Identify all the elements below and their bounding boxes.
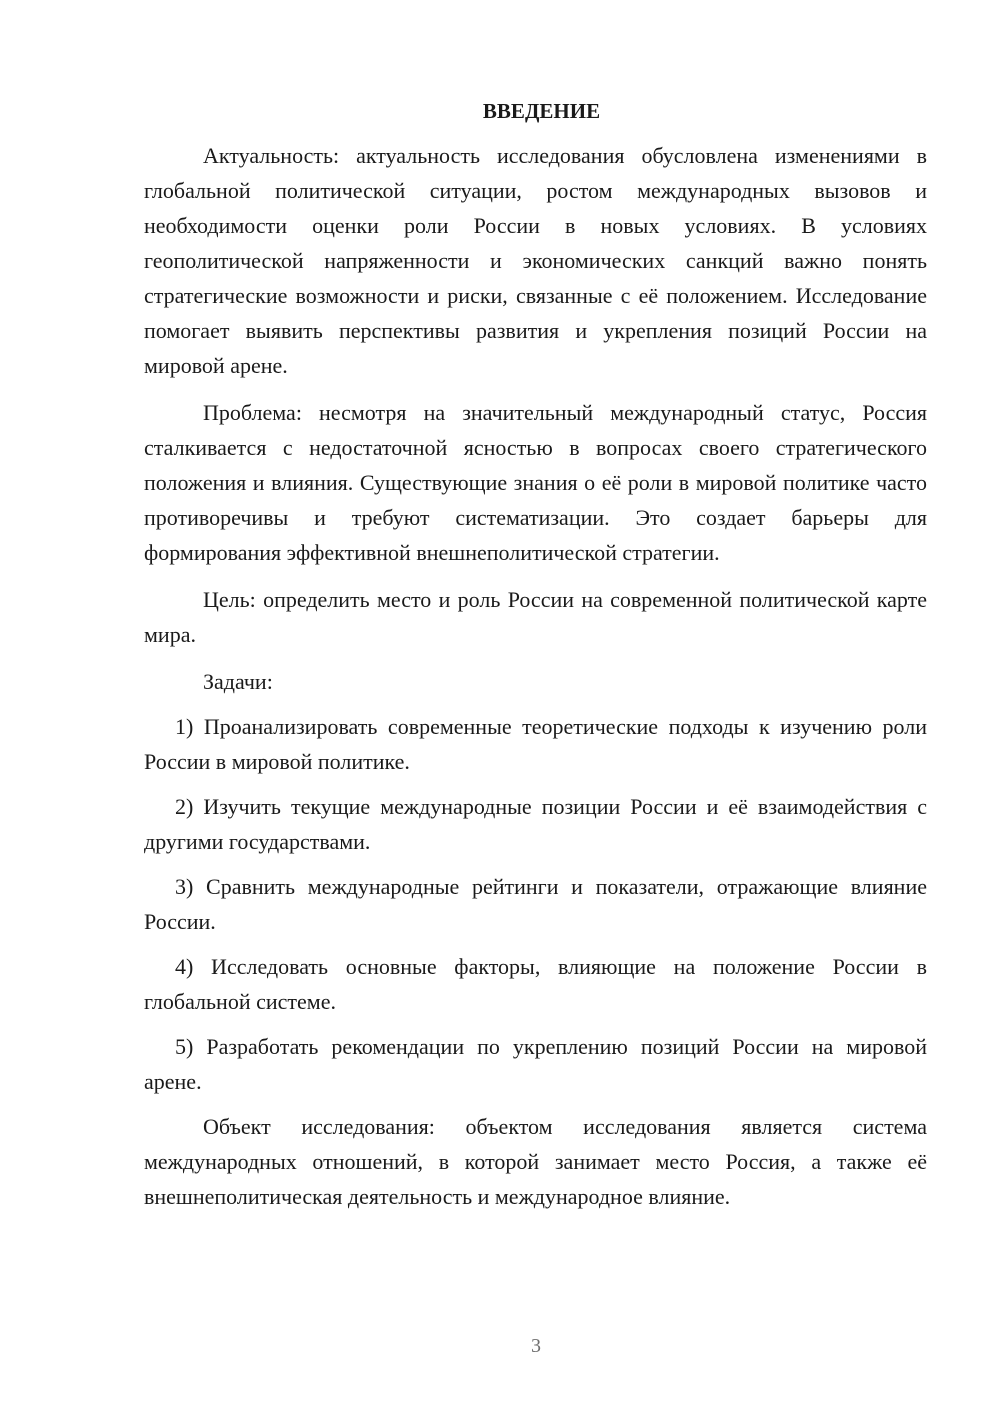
- page-number: 3: [531, 1335, 541, 1357]
- task-item-3: 3) Сравнить международные рейтинги и показатели, отражающие влияние России.: [144, 874, 927, 934]
- task-item-1: 1) Проанализировать современные теоретические подходы к изучению роли России в мировой политике.: [144, 714, 927, 774]
- task-item-2: 2) Изучить текущие международные позиции России и её взаимодействия с другими государствами.: [144, 794, 927, 854]
- tasks-heading: Задачи:: [203, 669, 273, 694]
- goal-paragraph: Цель: определить место и роль России на современной политической карте мира.: [144, 587, 927, 647]
- page-content: [144, 96, 927, 1214]
- research-object-paragraph: Объект исследования: объектом исследования является система международных отношений, в которой занимает место Россия, а также её внешнеполитическая деятельность и международное влияние.: [144, 1114, 927, 1209]
- relevance-paragraph: Актуальность: актуальность исследования обусловлена изменениями в глобальной политической ситуации, ростом международных вызовов и необходимости оценки роли России в новых условиях. В условиях геополитической напряженности и экономических санкций важно понять стратегические возможности и риски, связанные с её положением. Исследование помогает выявить перспективы развития и укрепления позиций России на мировой арене.: [144, 143, 927, 378]
- problem-paragraph: Проблема: несмотря на значительный международный статус, Россия сталкивается с недостаточной ясностью в вопросах своего стратегического положения и влияния. Существующие знания о её роли в мировой политике часто противоречивы и требуют систематизации. Это создает барьеры для формирования эффективной внешнеполитической стратегии.: [144, 400, 927, 565]
- task-item-5: 5) Разработать рекомендации по укреплению позиций России на мировой арене.: [144, 1034, 927, 1094]
- page-heading: ВВЕДЕНИЕ: [482, 99, 601, 123]
- task-item-4: 4) Исследовать основные факторы, влияющие на положение России в глобальной системе.: [144, 954, 927, 1014]
